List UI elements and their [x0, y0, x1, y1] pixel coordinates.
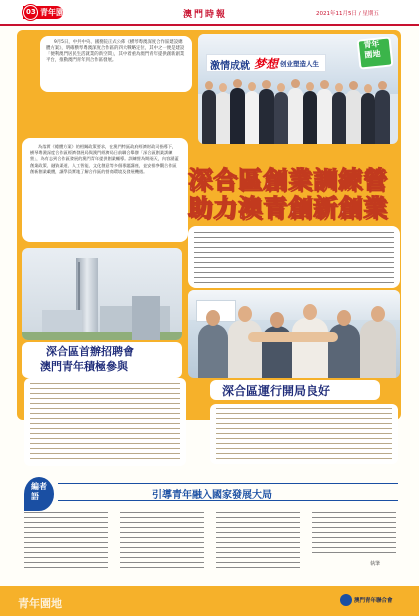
- banner-accent: 梦想: [254, 57, 279, 71]
- editorial-byline: 執筆: [370, 561, 381, 567]
- stage-photo: [198, 34, 398, 144]
- banner-text: 激情成就: [210, 61, 250, 72]
- body-box-right: [188, 226, 400, 288]
- tower-photo: [22, 248, 182, 340]
- group-of-people: [198, 84, 398, 144]
- corner-tag-text: 青年 園地: [362, 39, 381, 60]
- footer-logo-text: 澳門青年聯合會: [354, 598, 393, 604]
- issue-date: 2021年11月5日 / 星期五: [316, 11, 379, 17]
- editorial-body: [24, 512, 398, 572]
- left-sub-line-2: 澳門青年積極參與: [40, 360, 128, 373]
- right-lower-column: [210, 404, 398, 464]
- right-sub-title: 深合區運行開局良好: [222, 384, 331, 398]
- body-text-left: 為落實《總體方案》的相關政策要求，在澳門特區政府經濟財政司指導下，横琴粵澳深度合作區經濟發展局與澳門經濟局日前聯合舉辦「深合區創業訓練營」，為有志到合作區發展的澳門青年提供創業輔導。訓練營為期兩天，內容涵蓋創業政策、融資渠道、人工智能、文化創意等多個專題講座，並安排參觀合作區創新創業載體，讓學員實地了解合作區的營商環境及發展機遇。: [30, 144, 179, 174]
- crowd-photo: [188, 290, 400, 378]
- section-name: 青年園地: [40, 8, 72, 17]
- footer-logo-mark: [340, 594, 352, 606]
- footer-section-name: 青年園地: [18, 597, 62, 610]
- editorial-tag-text: 編者 語: [31, 482, 47, 501]
- left-lower-column: [24, 378, 186, 466]
- paper-name: 澳門時報: [183, 10, 228, 20]
- left-sub-line-1: 深合區首辦招聘會: [46, 345, 134, 358]
- intro-box: [40, 36, 192, 92]
- intro-text: 9月5日，中共中央、國務院正式公佈《横琴粵澳深度合作區建設總體方案》，明確横琴粵澳深度合作區的四大戰略定位，其中之一便是建設「便利澳門居民生活就業的新空間」，其中着重為澳門青年提供創新創業平台，推動澳門青年到合作區發展。: [46, 40, 185, 63]
- headline-line-1: 深合區創業訓練營: [188, 166, 388, 194]
- section-number: 03: [26, 8, 36, 16]
- headline: [188, 166, 402, 224]
- editorial-title: 引導青年融入國家發展大局: [152, 490, 272, 501]
- headline-line-2: 助力澳青創新創業: [188, 194, 388, 222]
- body-box-left: [22, 138, 188, 242]
- header-bar: [0, 0, 419, 26]
- banner-tail: 创业塑造人生: [280, 60, 319, 68]
